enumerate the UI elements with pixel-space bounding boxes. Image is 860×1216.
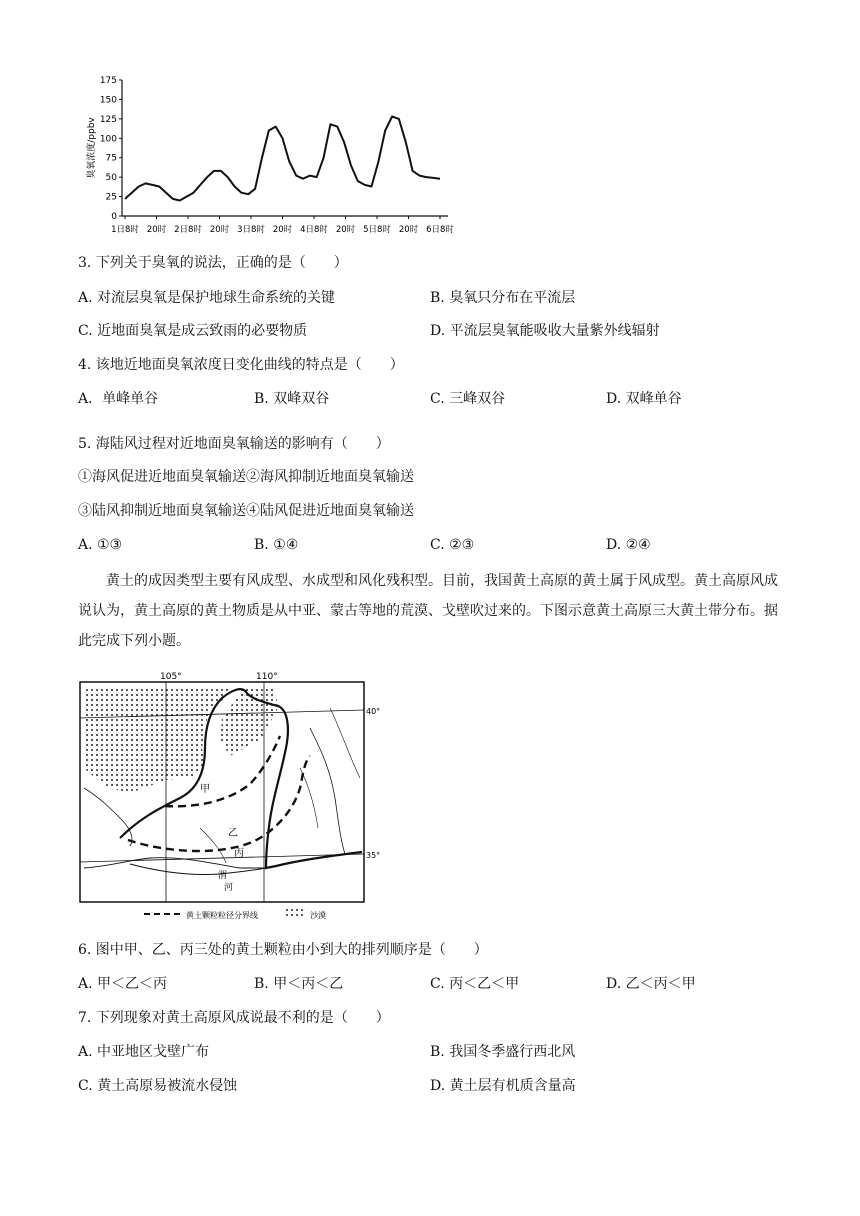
label-wei-2: 河 (224, 883, 234, 893)
loess-passage (78, 566, 778, 656)
label-jia: 甲 (200, 784, 210, 795)
question-6-option-b[interactable]: B. 甲＜丙＜乙 (254, 976, 344, 992)
y-tick-label: 25 (105, 192, 117, 203)
question-4-option-a[interactable]: A．单峰单谷 (78, 391, 159, 407)
ozone-series-line (125, 117, 440, 201)
loess-plateau-map (0, 668, 860, 928)
question-3-option-c[interactable]: C. 近地面臭氧是成云致雨的必要物质 (78, 323, 308, 339)
question-4-option-c[interactable]: C. 三峰双谷 (430, 391, 506, 407)
question-3-stem: 3. 下列关于臭氧的说法，正确的是（ ） (78, 255, 348, 271)
label-lat-35: 35° (366, 851, 381, 860)
x-tick-label: 20时 (398, 225, 419, 235)
label-yi: 乙 (228, 828, 238, 839)
y-tick-label: 100 (99, 134, 117, 145)
question-6-option-c[interactable]: C. 丙＜乙＜甲 (430, 976, 520, 992)
question-5-statement-line-2: ③陆风抑制近地面臭氧输送④陆风促进近地面臭氧输送 (78, 503, 414, 519)
question-7-option-c[interactable]: C. 黄土高原易被流水侵蚀 (78, 1078, 238, 1094)
question-7-option-d[interactable]: D. 黄土层有机质含量高 (430, 1078, 576, 1094)
question-7-option-b[interactable]: B. 我国冬季盛行西北风 (430, 1044, 576, 1060)
question-5-option-d[interactable]: D. ②④ (606, 537, 651, 553)
x-tick-label: 3日8时 (237, 225, 265, 235)
x-tick-label: 20时 (272, 225, 293, 235)
y-axis-label: 臭氧浓度/ppbv (87, 117, 97, 179)
x-tick-label: 6日8时 (426, 225, 454, 235)
question-3-option-a[interactable]: A. 对流层臭氧是保护地球生命系统的关键 (78, 290, 336, 306)
label-lon-105: 105° (160, 672, 182, 682)
label-lon-110: 110° (256, 672, 278, 682)
question-5-option-a[interactable]: A. ①③ (78, 537, 123, 553)
question-5-statement-line-1: ①海风促进近地面臭氧输送②海风抑制近地面臭氧输送 (78, 469, 414, 485)
y-tick-label: 175 (99, 76, 117, 86)
x-tick-label: 2日8时 (174, 225, 202, 235)
label-wei-1: 渭 (218, 871, 228, 881)
question-6-stem: 6. 图中甲、乙、丙三处的黄土颗粒由小到大的排列顺序是（ ） (78, 942, 488, 958)
question-4-option-d[interactable]: D. 双峰单谷 (606, 391, 682, 407)
y-tick-label: 125 (99, 114, 117, 125)
question-6-option-a[interactable]: A. 甲＜乙＜丙 (78, 976, 168, 992)
question-3-option-d[interactable]: D. 平流层臭氧能吸收大量紫外线辐射 (430, 323, 660, 339)
label-bing: 丙 (234, 848, 244, 859)
ozone-line-chart (0, 0, 860, 245)
label-lat-40: 40° (366, 707, 381, 716)
question-7-option-a[interactable]: A. 中亚地区戈壁广布 (78, 1044, 210, 1060)
question-4-stem: 4. 该地近地面臭氧浓度日变化曲线的特点是（ ） (78, 357, 404, 373)
question-3-option-b[interactable]: B. 臭氧只分布在平流层 (430, 290, 576, 306)
question-6-option-d[interactable]: D. 乙＜丙＜甲 (606, 976, 696, 992)
question-4-option-b[interactable]: B. 双峰双谷 (254, 391, 330, 407)
loess-passage-text: 黄土的成因类型主要有风成型、水成型和风化残积型。目前，我国黄土高原的黄土属于风成型。黄土高原风成说认为，黄土高原的黄土物质是从中亚、蒙古等地的荒漠、戈壁吹过来的。下图示意黄土高原三大黄土带分布。据此完成下列小题。 (78, 573, 778, 649)
y-tick-label: 75 (105, 153, 117, 164)
x-tick-label: 20时 (335, 225, 356, 235)
x-tick-label: 1日8时 (111, 225, 139, 235)
question-7-stem: 7. 下列现象对黄土高原风成说最不利的是（ ） (78, 1010, 390, 1026)
x-tick-label: 20时 (146, 225, 167, 235)
question-5-option-b[interactable]: B. ①④ (254, 537, 299, 553)
y-tick-label: 150 (99, 95, 117, 106)
x-tick-label: 4日8时 (300, 225, 328, 235)
y-tick-label: 50 (105, 173, 117, 184)
x-tick-label: 5日8时 (363, 225, 391, 235)
legend-line-label: 黄土颗粒粒径分界线 (186, 911, 258, 920)
legend-desert-label: 沙漠 (310, 911, 326, 920)
x-tick-label: 20时 (209, 225, 230, 235)
question-5-option-c[interactable]: C. ②③ (430, 537, 475, 553)
y-tick-label: 0 (111, 212, 117, 222)
legend-desert-swatch (286, 909, 306, 918)
question-5-stem: 5. 海陆风过程对近地面臭氧输送的影响有（ ） (78, 436, 390, 452)
